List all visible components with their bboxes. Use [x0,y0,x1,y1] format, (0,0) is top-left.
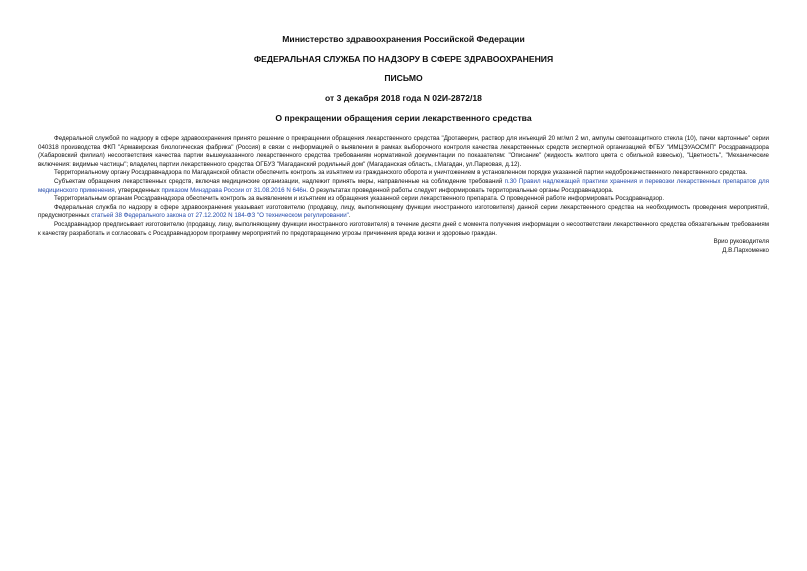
paragraph-4: Территориальным органам Росздравнадзора обеспечить контроль за выявлением и изъятием из обращения указанной серии лекарственного препарата. О проведенной работе информировать Росздравнадзор. [54,195,665,203]
order-646n-link[interactable]: приказом Минздрава России от 31.08.2016 N 646н [161,186,307,194]
federal-law-184-link[interactable]: статьей 38 Федерального закона от 27.12.2002 N 184-ФЗ "О техническом регулировании" [91,212,349,220]
paragraph-5 [38,204,769,221]
paragraph-3 [38,178,769,195]
paragraph-5-text-2: . [348,212,351,220]
paragraph-1: Федеральной службой по надзору в сфере здравоохранения принято решение о прекращении обращения лекарственного средства "Дротаверин, раствор для инъекций 20 мг/мл 2 мл, ампулы светозащитного стекла (10), пачки картонные" серии 040318 производства ФКП "Армавирская биологическая фабрика" (Россия) в связи с информацией о выявлении в рамках выборочного контроля качества лекарственных средств экспертной организацией ФГБУ "ИМЦЭУАОСМП" Росздравнадзора (Хабаровский филиал) несоответствия качества партии вышеуказанного лекарственного средства требованиям нормативной документации по показателям: "Описание" (жидкость желтого цвета с обильной взвесью), "Цветность", "Механические включения: видимые частицы"; владелец партии лекарственного средства ОГБУЗ "Магаданский родильный дом" (Магаданская область, г.Магадан, ул.Парковая, д.12). [38,135,769,168]
signature-position: Врио руководителя [713,238,769,246]
document [38,34,769,255]
paragraph-2: Территориальному органу Росздравнадзора по Магаданской области обеспечить контроль за изъятием из гражданского оборота и уничтожением в установленном порядке указанной партии недоброкачественного лекарственного средства. [54,169,748,177]
storage-rules-link[interactable]: п.30 Правил надлежащей практики хранения и перевозки лекарственных препаратов для медицинского применения [38,177,769,194]
paragraph-5-text-1: Федеральная служба по надзору в сфере здравоохранения указывает изготовителю (продавцу, лицу, выполняющему функции иностранного изготовителя) данной серии лекарственного средства на необходимость проведения мероприятий, предусмотренных [38,203,769,220]
signature-block [38,238,769,255]
paragraph-3-text-2: , утвержденных [114,186,162,194]
signature-name: Д.В.Пархоменко [722,246,769,254]
paragraph-3-text-1: Субъектам обращения лекарственных средств, включая медицинские организации, надлежит принять меры, направленные на соблюдение требований [54,177,505,185]
paragraph-3-text-3: . О результатах проведенной работы следует информировать территориальные органы Росздравнадзора. [306,186,614,194]
letter-body [38,135,769,238]
subject-heading: О прекращении обращения серии лекарственного средства [275,113,532,123]
organization-heading: Министерство здравоохранения Российской Федерации [282,34,525,44]
service-heading: ФЕДЕРАЛЬНАЯ СЛУЖБА ПО НАДЗОРУ В СФЕРЕ ЗДРАВООХРАНЕНИЯ [253,54,554,64]
date-number: от 3 декабря 2018 года N 02И-2872/18 [325,93,482,103]
paragraph-6: Росздравнадзор предписывает изготовителю (продавцу, лицу, выполняющему функции иностранного изготовителя) в течение десяти дней с момента получения информации о несоответствии лекарственного средства обязательным требованиям к качеству разработать и согласовать с Росздравнадзором программу мероприятий по предотвращению угрозы причинения вреда жизни и здоровью граждан. [38,220,769,237]
document-type: ПИСЬМО [384,73,423,83]
